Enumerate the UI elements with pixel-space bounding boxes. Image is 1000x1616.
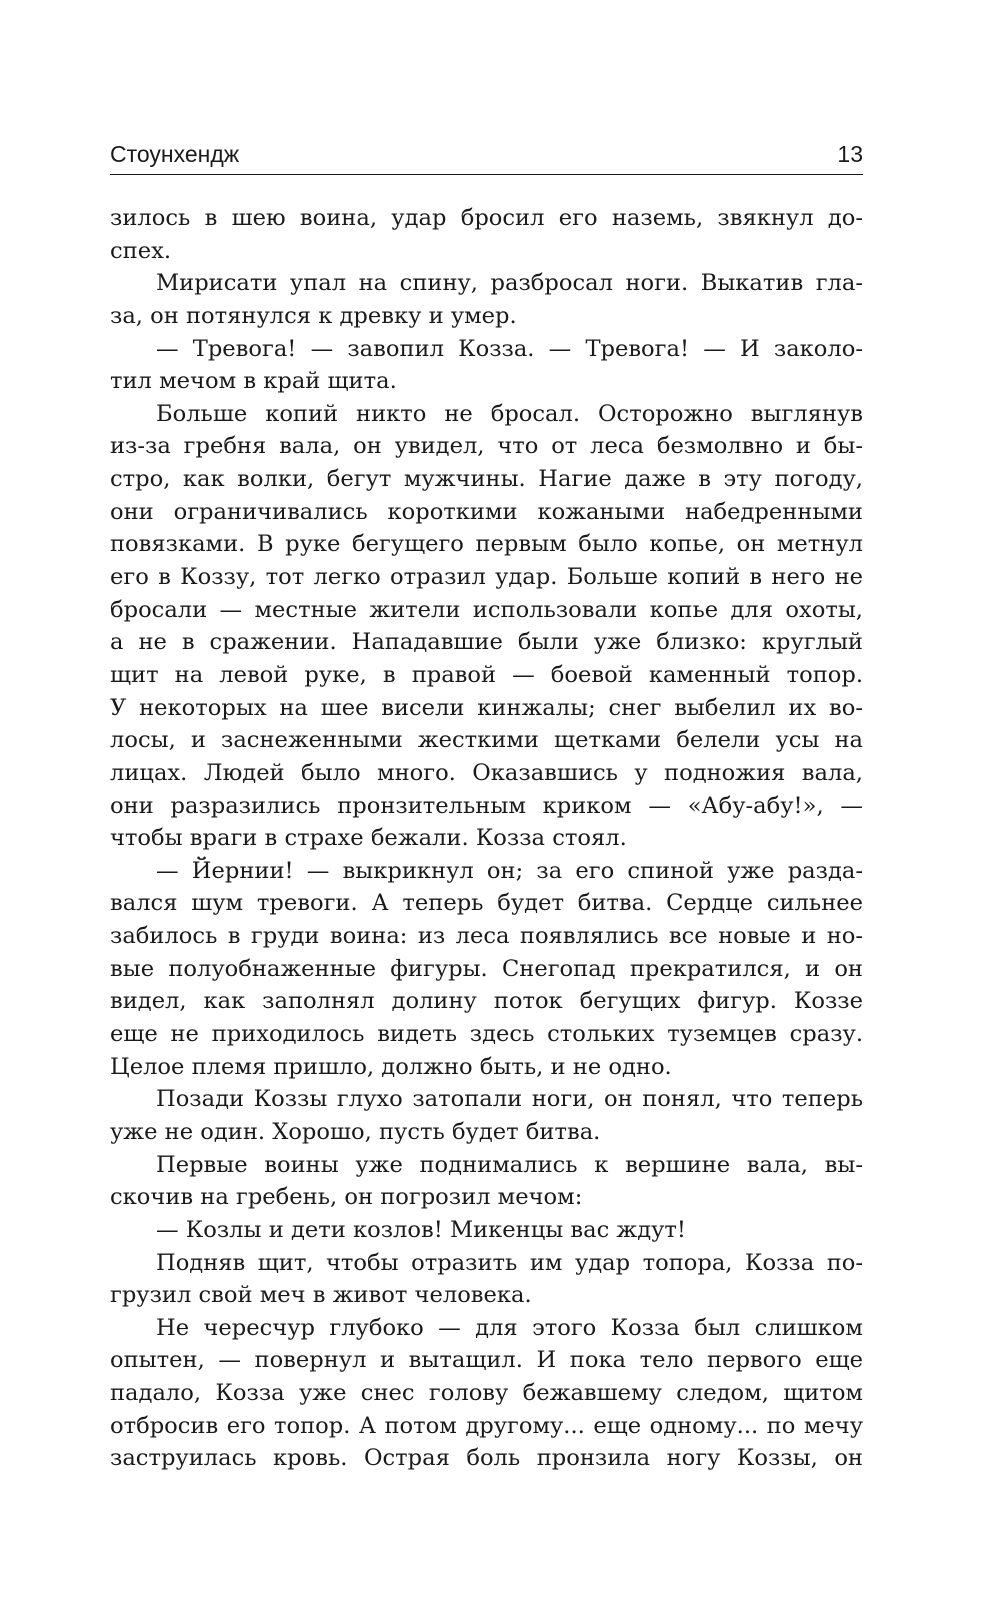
text-line: вые полуобнаженные фигуры. Снегопад прекратился, и он <box>110 955 863 982</box>
text-line: повязками. В руке бегущего первым было копье, он метнул <box>110 531 863 558</box>
text-line: забилось в груди воина: из леса появлялись все новые и но- <box>110 923 863 950</box>
text-line: его в Коззу, тот легко отразил удар. Больше копий в него не <box>110 564 863 591</box>
text-line: они разразились пронзительным криком — «Абу-абу!», — <box>110 792 863 819</box>
text-line: Первые воины уже поднимались к вершине вала, вы- <box>156 1151 863 1178</box>
text-line: уже не один. Хорошо, пусть будет битва. <box>110 1118 601 1145</box>
text-line: бросали — местные жители использовали копье для охоты, <box>110 596 863 623</box>
text-line: Позади Коззы глухо затопали ноги, он понял, что теперь <box>156 1086 863 1113</box>
text-line: стро, как волки, бегут мужчины. Нагие даже в эту погоду, <box>110 466 863 493</box>
text-line: Не чересчур глубоко — для этого Козза был слишком <box>156 1314 863 1341</box>
text-line: грузил свой меч в живот человека. <box>110 1282 532 1309</box>
text-line: скочив на гребень, он погрозил мечом: <box>110 1184 583 1211</box>
page-number: 13 <box>837 141 863 167</box>
text-line: а не в сражении. Нападавшие были уже близко: круглый <box>110 629 863 656</box>
running-header <box>110 134 863 175</box>
text-line: падало, Козза уже снес голову бежавшему следом, щитом <box>110 1380 863 1407</box>
text-line: опытен, — повернул и вытащил. И пока тело первого еще <box>110 1347 863 1374</box>
text-line: Больше копий никто не бросал. Осторожно выглянув <box>156 400 863 427</box>
text-line: чтобы враги в страхе бежали. Козза стоял. <box>110 825 627 852</box>
text-line: щит на левой руке, в правой — боевой каменный топор. <box>110 661 863 688</box>
text-line: видел, как заполнял долину поток бегущих фигур. Коззе <box>110 988 863 1015</box>
text-line: вался шум тревоги. А теперь будет битва. Сердце сильнее <box>110 890 863 917</box>
text-line: тил мечом в край щита. <box>110 368 397 395</box>
text-line: за, он потянулся к древку и умер. <box>110 302 517 329</box>
text-line: Мирисати упал на спину, разбросал ноги. Выкатив гла- <box>156 270 863 297</box>
text-line: отбросив его топор. А потом другому... еще одному... по мечу <box>110 1412 863 1439</box>
text-line: Подняв щит, чтобы отразить им удар топора, Козза по- <box>156 1249 863 1276</box>
body-text <box>110 202 863 1475</box>
text-line: заструилась кровь. Острая боль пронзила ногу Коззы, он <box>110 1445 863 1472</box>
text-line: спех. <box>110 237 172 264</box>
text-line: У некоторых на шее висели кинжалы; снег выбелил их во- <box>110 694 863 721</box>
text-line: — Козлы и дети козлов! Микенцы вас ждут! <box>156 1216 686 1243</box>
text-line: — Йернии! — выкрикнул он; за его спиной уже разда- <box>156 857 863 884</box>
text-line: зилось в шею воина, удар бросил его наземь, звякнул до- <box>110 205 863 231</box>
text-line: лосы, и заснеженными жесткими щетками белели усы на <box>110 727 863 754</box>
text-line: лицах. Людей было много. Оказавшись у подножия вала, <box>110 759 863 786</box>
text-line: из-за гребня вала, он увидел, что от леса безмолвно и бы- <box>110 433 863 460</box>
book-page <box>110 0 863 1616</box>
text-line: Целое племя пришло, должно быть, и не одно. <box>110 1053 672 1080</box>
text-line: они ограничивались короткими кожаными набедренными <box>110 498 863 525</box>
running-title: Стоунхендж <box>110 141 240 167</box>
text-line: — Тревога! — завопил Козза. — Тревога! — И заколо- <box>156 335 863 362</box>
text-line: еще не приходилось видеть здесь стольких туземцев сразу. <box>110 1021 863 1048</box>
